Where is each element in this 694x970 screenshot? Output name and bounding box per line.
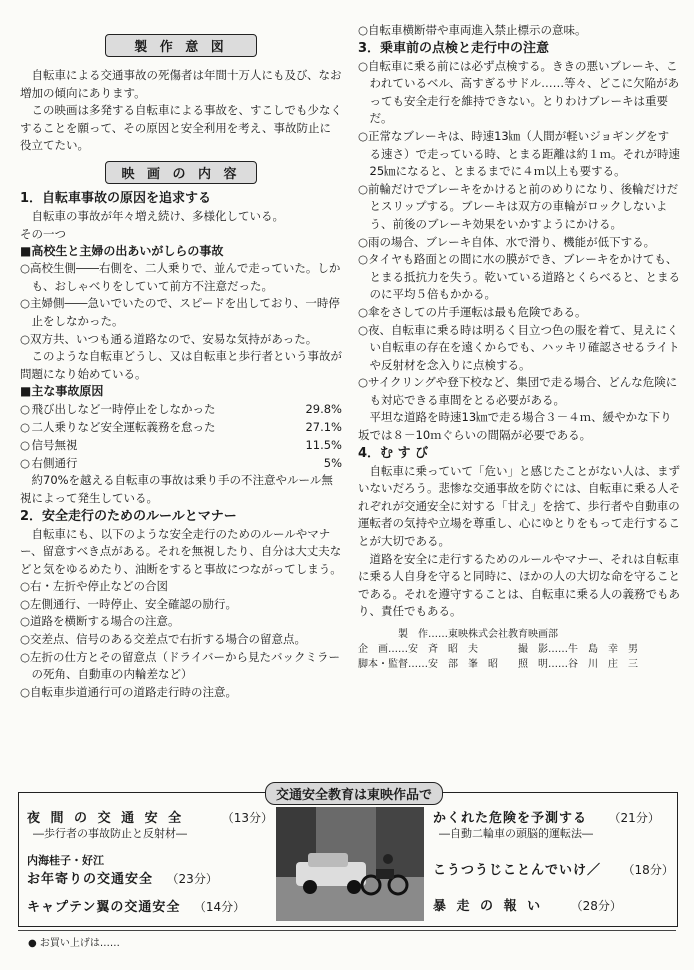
list-item: ○ 高校生側――右側を、二人乗りで、並んで走っていた。しかも、おしゃべりをしていて前方不注意だった。 bbox=[20, 260, 342, 295]
contents-heading: 映 画 の 内 容 bbox=[105, 161, 257, 184]
stat-row: ○ 右側通行 5% bbox=[20, 454, 342, 472]
film-title: かくれた危険を予測する （21分） bbox=[433, 811, 660, 826]
stat-row: ○ 二人乗りなど安全運転義務を怠った 27.1% bbox=[20, 418, 342, 436]
section-1-sub1: ■高校生と主婦の出あいがしらの事故 bbox=[20, 244, 224, 259]
list-item: ○ 左折の仕方とその留意点（ドライバーから見たバックミラーの死角、自動車の内輪差など） bbox=[20, 649, 342, 684]
film-cast: 内海桂子・好江 bbox=[27, 854, 104, 867]
section-3-title: 3．乗車前の点検と走行中の注意 bbox=[358, 40, 550, 56]
credit-director: 脚本・監督……安 部 峯 昭 bbox=[358, 659, 498, 670]
purpose-heading: 製 作 意 図 bbox=[105, 34, 257, 57]
list-item: ○ 雨の場合、ブレーキ自体、水で滑り、機能が低下する。 bbox=[358, 234, 680, 252]
section-4-title: 4．む す び bbox=[358, 445, 429, 461]
list-item: ○ 前輪だけでブレーキをかけると前のめりになり、後輪だけだとスリップする。ブレーキは双方の車輪がロックしないよう、前後のブレーキ効果をいかすようにかける。 bbox=[358, 181, 680, 234]
list-item: ○ 左側通行、一時停止、安全確認の励行。 bbox=[20, 596, 342, 614]
film-duration: （18分） bbox=[622, 863, 674, 877]
film-title: 暴 走 の 報 い （28分） bbox=[433, 899, 622, 914]
right-column bbox=[358, 0, 680, 672]
section-1-title: 1．自転車事故の原因を追求する bbox=[20, 190, 212, 206]
film-title: お年寄りの交通安全 （23分） bbox=[27, 872, 218, 887]
section-1-intro2: その一つ bbox=[20, 226, 66, 241]
film-subtitle: ―自動二輪車の頭脳的運転法― bbox=[439, 827, 593, 840]
accident-cause-list bbox=[20, 400, 342, 472]
list-item: ○ 夜、自転車に乗る時は明るく目立つ色の服を着て、見えにくい自転車の存在を遠くからでも、ハッキリ確認させるライトや反射材を念入りに点検する。 bbox=[358, 322, 680, 375]
list-item: ○ 右・左折や停止などの合図 bbox=[20, 578, 342, 596]
list-item: ○ 主婦側――急いでいたので、スピードを出しており、一時停止をしなかった。 bbox=[20, 295, 342, 330]
section-2-title: 2．安全走行のためのルールとマナー bbox=[20, 508, 237, 524]
list-item: ○ タイヤも路面との間に水の膜ができ、ブレーキをかけても、とまる抵抗力を失う。乾いている道路とくらべると、とまるのに平均５倍もかかる。 bbox=[358, 251, 680, 304]
section-1-sub2: ■主な事故原因 bbox=[20, 384, 104, 399]
film-title: 夜 間 の 交 通 安 全 （13分） bbox=[27, 811, 273, 826]
credit-row bbox=[358, 642, 680, 657]
banner-title: 交通安全教育は東映作品で bbox=[265, 782, 443, 805]
purpose-paragraph: この映画は多発する自転車による事故を、すこしでも少なくすることを願って、その原因と安全利用を考え、事故防止に役立てたい。 bbox=[20, 103, 342, 153]
list-item: ○ 交差点、信号のある交差点で右折する場合の留意点。 bbox=[20, 631, 342, 649]
section-1-intro: 自転車の事故が年々増え続け、多様化している。 bbox=[31, 208, 285, 223]
credit-production: 製 作……東映株式会社教育映画部 bbox=[398, 629, 558, 640]
section-1-note: 約70%を越える自転車の事故は乗り手の不注意やルール無視によって発生している。 bbox=[20, 473, 333, 505]
list-item: ○ 傘をさしての片手運転は最も危険である。 bbox=[358, 304, 680, 322]
list-item: ○ サイクリングや登下校など、集団で走る場合、どんな危険にも対応できる車間をとる必要がある。 bbox=[358, 374, 680, 409]
film-title: キャプテン翼の交通安全 （14分） bbox=[27, 900, 246, 915]
footer-rule bbox=[18, 930, 676, 931]
film-duration: （13分） bbox=[221, 811, 273, 825]
film-title: こうつうじことんでいけ／ （18分） bbox=[433, 863, 674, 878]
film-subtitle: ―歩行者の事故防止と反射材― bbox=[33, 827, 187, 840]
film-duration: （14分） bbox=[193, 900, 246, 914]
footer-text: ● お買い上げは…… bbox=[28, 938, 120, 949]
list-item: ○ 道路を横断する場合の注意。 bbox=[20, 613, 342, 631]
list-item: ○ 双方共、いつも通る道路なので、安易な気持があった。 bbox=[20, 331, 342, 349]
credit-row bbox=[358, 657, 680, 672]
credits bbox=[358, 627, 680, 672]
left-column bbox=[20, 0, 342, 701]
list-item: ○ 自転車に乗る前には必ず点検する。ききの悪いブレーキ、こわれているベル、高すぎるサドル……等々、どこに欠陥があっても安全走行を維持できない。とりわけブレーキは重要だ。 bbox=[358, 58, 680, 128]
purpose-paragraph: 自転車による交通事故の死傷者は年間十万人にも及び、なお増加の傾向にあります。 bbox=[20, 68, 342, 100]
list-item: ○ 自転車歩道通行可の道路走行時の注意。 bbox=[20, 684, 342, 702]
film-still-photo bbox=[276, 807, 424, 921]
credit-lighting: 照 明……谷 川 庄 三 bbox=[518, 659, 638, 670]
section-4-paragraph: 自転車に乗っていて「危い」と感じたことがない人は、まずいないだろう。悲惨な交通事故を防ぐには、自転車に乗る人それぞれが交通安全に対する「甘え」を捨て、歩行者や自動車の運転者の気持や立場を尊重し、心にゆとりをもって走行することが大切である。 bbox=[358, 463, 680, 549]
section-3-para: 平坦な道路を時速13㎞で走る場合３－４ｍ、緩やかな下り坂では８－10ｍぐらいの間隔が必要である。 bbox=[358, 410, 672, 443]
section-2-para: 自転車にも、以下のような安全走行のためのルールやマナー、留意すべき点がある。それを無視したり、自分は大丈夫などと気をゆるめたり、油断をすると事故につながってしまう。 bbox=[20, 526, 342, 576]
stat-row: ○ 飛び出しなど一時停止をしなかった 29.8% bbox=[20, 400, 342, 418]
section-4-paragraph: 道路を安全に走行するためのルールやマナー、それは自転車に乗る人自身を守ると同時に、ほかの人の大切な命を守ることである。それを遵守することは、自転車に乗る人の義務でもあり、責任でもある。 bbox=[358, 551, 680, 619]
film-duration: （28分） bbox=[570, 899, 622, 913]
film-catalog-banner bbox=[18, 788, 678, 927]
section-1-para: このような自転車どうし、又は自転車と歩行者という事故が問題になり始めている。 bbox=[20, 349, 342, 381]
film-duration: （23分） bbox=[166, 872, 218, 886]
list-item: ○ 正常なブレーキは、時速13㎞（人間が軽いジョギングをする速さ）で走っている時、とまる距離は約１ｍ。それが時速25㎞になると、とまるまでに４ｍ以上も要する。 bbox=[358, 128, 680, 181]
list-item: ○ 自転車横断帯や車両進入禁止標示の意味。 bbox=[358, 22, 680, 40]
stat-row: ○ 信号無視 11.5% bbox=[20, 436, 342, 454]
credit-plan: 企 画……安 斉 昭 夫 bbox=[358, 644, 478, 655]
credit-camera: 撮 影……牛 島 幸 男 bbox=[518, 644, 638, 655]
film-duration: （21分） bbox=[608, 811, 660, 825]
